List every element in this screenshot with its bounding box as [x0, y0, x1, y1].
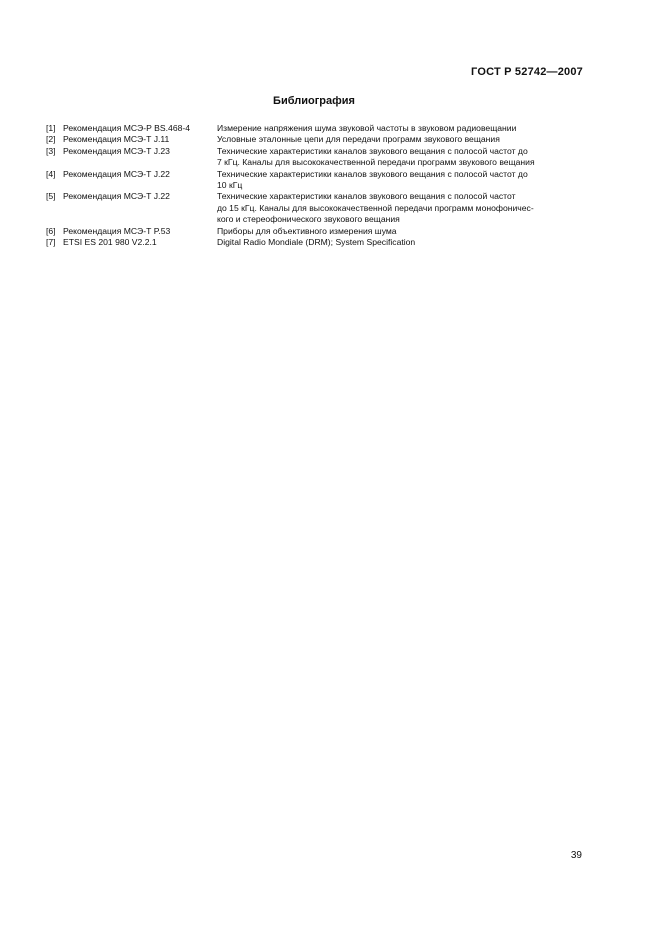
- entry-number: [6]: [46, 225, 56, 236]
- entry-description-line: Измерение напряжения шума звуковой частоты в звуковом радиовещании: [217, 123, 517, 133]
- document-code-header: ГОСТ Р 52742—2007: [471, 66, 583, 78]
- entry-description-line: 10 кГц: [217, 180, 243, 191]
- entry-description: [217, 134, 586, 145]
- entry-description: [217, 169, 586, 192]
- bibliography-title: Библиография: [273, 95, 355, 107]
- entry-description-line: 7 кГц. Каналы для высококачественной передачи программ звукового вещания: [217, 157, 535, 168]
- entry-description-line: Технические характеристики каналов звукового вещания с полосой частот до: [217, 145, 528, 156]
- entry-description-line: Digital Radio Mondiale (DRM); System Specification: [217, 237, 416, 248]
- bibliography-entry: [46, 237, 586, 248]
- entry-description-line: до 15 кГц. Каналы для высококачественной передачи программ монофоничес-: [217, 202, 534, 213]
- entry-description-line: кого и стереофонического звукового вещания: [217, 214, 400, 225]
- bibliography-entry: [46, 226, 586, 237]
- entry-source: Рекомендация МСЭ-Т J.22: [63, 191, 170, 202]
- entry-number: [2]: [46, 134, 56, 145]
- entry-description-line: Приборы для объективного измерения шума: [217, 225, 397, 236]
- entry-description-line: Технические характеристики каналов звукового вещания с полосой частот до: [217, 168, 528, 179]
- bibliography-list: [46, 123, 586, 248]
- entry-description: [217, 191, 586, 225]
- bibliography-entry: [46, 134, 586, 145]
- entry-number: [1]: [46, 123, 56, 133]
- bibliography-entry: [46, 146, 586, 169]
- bibliography-entry: [46, 169, 586, 192]
- entry-source: Рекомендация МСЭ-Т J.22: [63, 168, 170, 179]
- entry-number: [5]: [46, 191, 56, 202]
- entry-source: ETSI ES 201 980 V2.2.1: [63, 237, 157, 248]
- entry-source: Рекомендация МСЭ-Т P.53: [63, 225, 171, 236]
- bibliography-entry: [46, 191, 586, 225]
- bibliography-entry: [46, 123, 586, 134]
- entry-description: [217, 237, 586, 248]
- entry-description: [217, 226, 586, 237]
- entry-description-line: Технические характеристики каналов звукового вещания с полосой частот: [217, 191, 516, 202]
- entry-description: [217, 123, 586, 134]
- entry-description: [217, 146, 586, 169]
- entry-source: Рекомендация МСЭ-Р BS.468-4: [63, 123, 191, 133]
- entry-source: Рекомендация МСЭ-Т J.23: [63, 145, 170, 156]
- entry-source: Рекомендация МСЭ-Т J.11: [63, 134, 170, 145]
- entry-description-line: Условные эталонные цепи для передачи программ звукового вещания: [217, 134, 500, 145]
- entry-number: [7]: [46, 237, 56, 248]
- entry-number: [3]: [46, 145, 56, 156]
- entry-number: [4]: [46, 168, 56, 179]
- page-number: 39: [570, 850, 582, 861]
